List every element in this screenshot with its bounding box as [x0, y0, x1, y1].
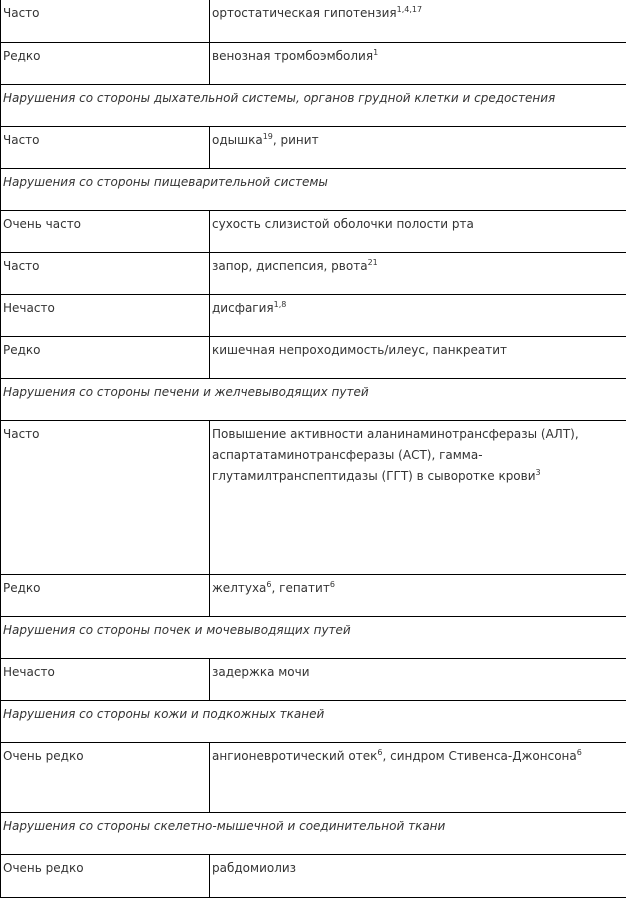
effect-text: , гепатит [271, 581, 330, 595]
table-row [1, 0, 626, 43]
effect-text: рабдомиолиз [212, 861, 297, 875]
effect-text: , синдром Стивенса-Джонсона [382, 749, 577, 763]
frequency-cell: Часто [1, 253, 210, 295]
frequency-cell: Часто [1, 0, 210, 43]
frequency-cell: Очень редко [1, 743, 210, 813]
frequency-cell: Очень часто [1, 211, 210, 253]
category-row [1, 813, 626, 855]
effect-text: , ринит [272, 133, 319, 147]
effect-cell [210, 43, 626, 85]
table-row [1, 575, 626, 617]
effect-text: ортостатическая гипотензия [212, 6, 397, 20]
effect-text: дисфагия [212, 301, 274, 315]
table-row [1, 337, 626, 379]
table-row [1, 43, 626, 85]
footnote-ref: 19 [262, 132, 273, 141]
frequency-cell: Нечасто [1, 295, 210, 337]
table-row [1, 855, 626, 898]
table-row [1, 211, 626, 253]
effect-cell [210, 337, 626, 379]
footnote-ref: 6 [329, 580, 335, 589]
category-row [1, 617, 626, 659]
footnote-ref: 21 [367, 258, 378, 267]
effect-cell [210, 295, 626, 337]
effect-cell [210, 659, 626, 701]
table-row [1, 295, 626, 337]
category-row [1, 701, 626, 743]
effect-text: Повышение активности аланинаминотрансферазы (АЛТ), аспартатаминотрансферазы (АСТ), гамма-глутамилтранспептидазы (ГГТ) в сыворотке крови [212, 427, 579, 483]
effect-text: сухость слизистой оболочки полости рта [212, 217, 474, 231]
category-row [1, 85, 626, 127]
effect-cell [210, 421, 626, 575]
effect-cell [210, 743, 626, 813]
footnote-ref: 3 [535, 468, 541, 477]
footnote-ref: 1,4,17 [396, 5, 423, 14]
effect-cell [210, 855, 626, 898]
effect-text: желтуха [212, 581, 267, 595]
category-heading: Нарушения со стороны скелетно-мышечной и соединительной ткани [1, 813, 626, 855]
frequency-cell: Нечасто [1, 659, 210, 701]
frequency-cell: Часто [1, 127, 210, 169]
category-heading: Нарушения со стороны дыхательной системы, органов грудной клетки и средостения [1, 85, 626, 127]
footnote-ref: 1 [373, 48, 379, 57]
effect-text: запор, диспепсия, рвота [212, 259, 368, 273]
table-row [1, 659, 626, 701]
frequency-cell: Очень редко [1, 855, 210, 898]
effect-text: кишечная непроходимость/илеус, панкреатит [212, 343, 508, 357]
category-heading: Нарушения со стороны печени и желчевыводящих путей [1, 379, 626, 421]
effect-cell [210, 575, 626, 617]
effect-cell [210, 127, 626, 169]
table-row [1, 743, 626, 813]
table-row [1, 421, 626, 575]
frequency-cell: Редко [1, 43, 210, 85]
footnote-ref: 1,8 [273, 300, 287, 309]
category-heading: Нарушения со стороны почек и мочевыводящих путей [1, 617, 626, 659]
effect-cell [210, 0, 626, 43]
effect-text: задержка мочи [212, 665, 310, 679]
category-heading: Нарушения со стороны кожи и подкожных тканей [1, 701, 626, 743]
frequency-cell: Часто [1, 421, 210, 575]
frequency-cell: Редко [1, 575, 210, 617]
footnote-ref: 6 [576, 748, 582, 757]
category-heading: Нарушения со стороны пищеварительной системы [1, 169, 626, 211]
footnote-ref: 6 [377, 748, 383, 757]
footnote-ref: 6 [266, 580, 272, 589]
frequency-cell: Редко [1, 337, 210, 379]
category-row [1, 379, 626, 421]
effect-text: ангионевротический отек [212, 749, 378, 763]
effect-cell [210, 253, 626, 295]
table-body [1, 0, 626, 898]
effect-cell [210, 211, 626, 253]
effect-text: венозная тромбоэмболия [212, 49, 374, 63]
category-row [1, 169, 626, 211]
table-row [1, 127, 626, 169]
effect-text: одышка [212, 133, 263, 147]
table-row [1, 253, 626, 295]
